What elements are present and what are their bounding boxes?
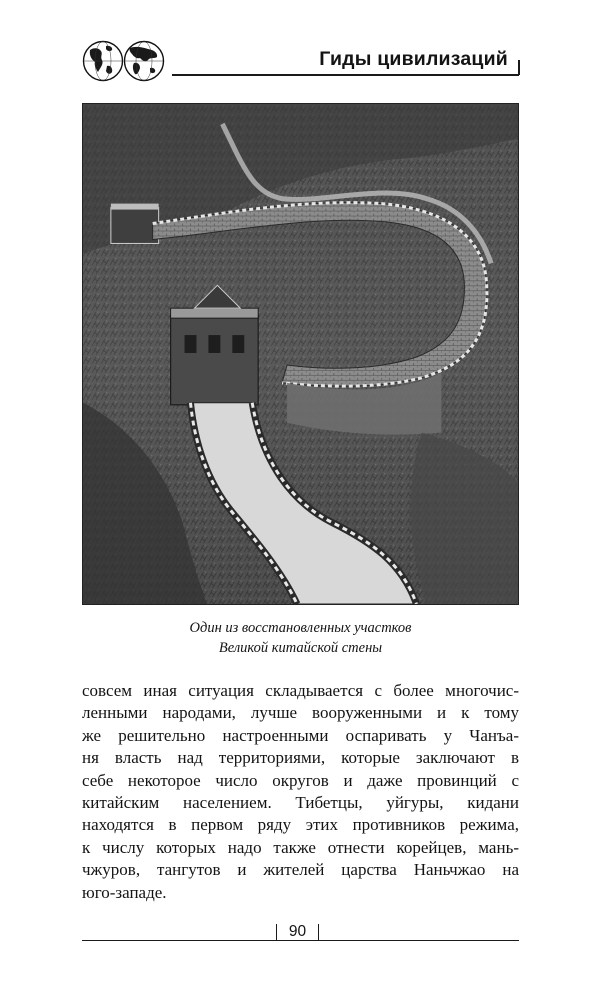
series-title: Гиды цивилизаций [319,48,508,70]
body-line: к числу которых надо также отнести корейцев, мань- [82,837,519,857]
header-rule [172,74,519,76]
body-line: китайским населением. Тибетцы, уйгуры, кидани [82,792,519,812]
figure-caption-line-1: Один из восстановленных участков [189,620,412,636]
body-line: находятся в первом ряду этих противников режима, [82,815,519,835]
body-paragraph [82,680,519,904]
great-wall-photo [82,103,519,605]
body-line: юго-западе. [82,882,167,902]
header-rule-tick [518,60,520,75]
globe-logo-icon [82,38,166,84]
body-line: ня власть над территориями, которые заключают в [82,748,519,768]
body-line: себе некоторое число округов и даже провинций с [82,770,519,790]
footer-rule-tick [318,924,319,940]
figure-caption-line-2: Великой китайской стены [218,640,383,656]
body-line: чжуров, тангутов и жителей царства Наньчжао на [82,860,519,880]
great-wall-photo-image [83,104,518,604]
page-number: 90 [288,923,307,940]
body-line: ленными народами, лучше вооруженными и к тому [82,703,519,723]
body-line: же решительно настроенными оспаривать у Чанъа- [82,725,519,745]
body-line: совсем иная ситуация складывается с более многочис- [82,681,519,700]
